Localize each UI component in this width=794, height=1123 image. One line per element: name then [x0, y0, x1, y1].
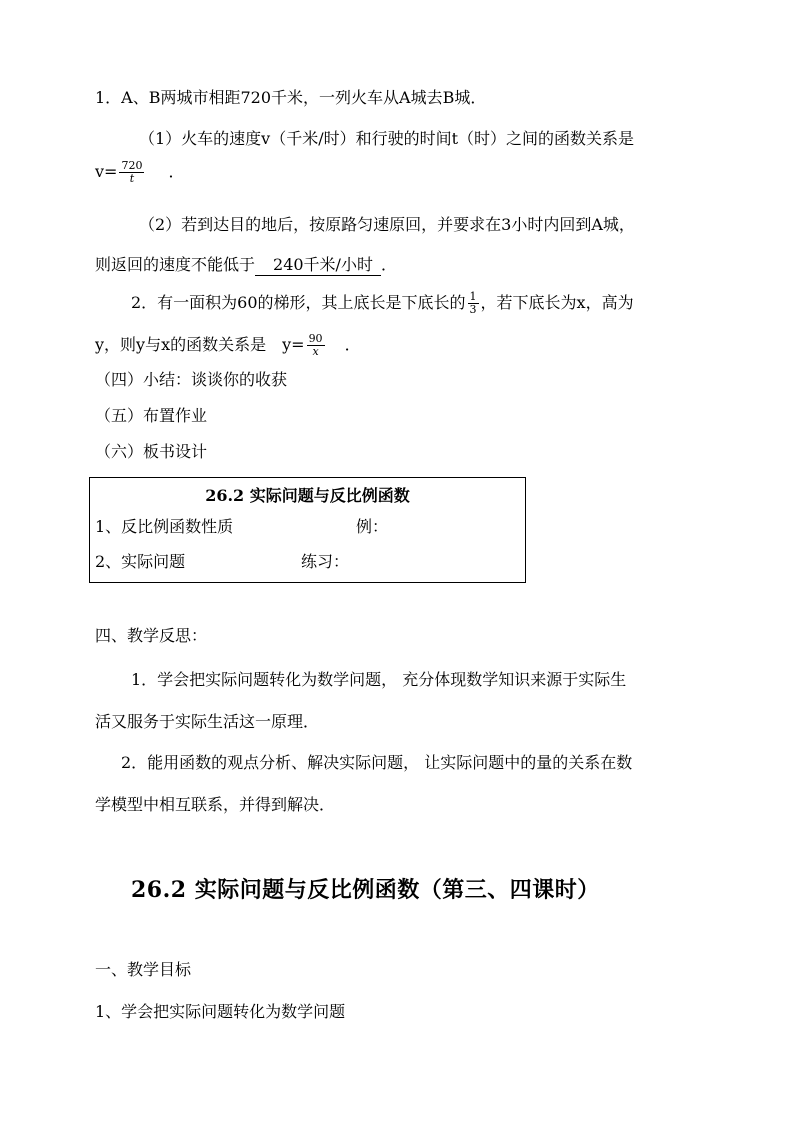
objectives-heading: 一、教学目标: [95, 960, 192, 979]
problem-2-answer-fraction: [307, 333, 325, 358]
problem-2-line1: [131, 291, 634, 316]
reflection-item-1-line-1: 1．学会把实际问题转化为数学问题， 充分体现数学知识来源于实际生: [131, 670, 627, 689]
problem-1-question-1: （1）火车的速度v（千米/时）和行驶的时间t（时）之间的函数关系是: [139, 129, 635, 148]
question-2-answer-blank: 240千米/小时: [255, 255, 381, 276]
section-board-design: （六）板书设计: [95, 442, 208, 461]
problem-2-frac-den: 3: [469, 303, 477, 316]
problem-1-answer-1: [95, 160, 184, 185]
problem-2-answer-den: x: [312, 345, 319, 358]
problem-1-question-2-line2: [95, 255, 397, 276]
next-lesson-title: 26.2 实际问题与反比例函数（第三、四课时）: [131, 877, 600, 903]
question-2-end: ．: [380, 255, 397, 274]
problem-2-answer-num: 90: [308, 332, 323, 345]
problem-1-statement: 1．A、B两城市相距720千米，一列火车从A城去B城．: [95, 88, 487, 107]
board-row-2-right: 练习：: [301, 552, 350, 571]
problem-2-line2-pre: y，则y与x的函数关系是: [95, 335, 267, 354]
answer-1-end: ．: [168, 162, 185, 181]
problem-2-answer-prefix: y=: [282, 335, 305, 354]
reflection-item-2-line-1: 2．能用函数的观点分析、解决实际问题， 让实际问题中的量的关系在数: [121, 753, 633, 772]
board-row-2-left: 2、实际问题: [95, 552, 186, 571]
problem-2-pre: 2．有一面积为60的梯形，其上底长是下底长的: [131, 293, 466, 312]
answer-1-denominator: t: [129, 172, 135, 185]
question-2-text: 则返回的速度不能低于: [95, 255, 256, 274]
answer-1-prefix: v=: [95, 162, 118, 181]
objective-1: 1、学会把实际问题转化为数学问题: [95, 1002, 346, 1021]
problem-2-post: ，若下底长为x，高为: [480, 293, 634, 312]
board-design-box: [89, 477, 526, 583]
board-row-1-right: 例：: [356, 517, 389, 536]
answer-1-numerator: 720: [121, 159, 143, 172]
reflection-item-2-line-2: 学模型中相互联系，并得到解决．: [95, 795, 336, 814]
problem-2-frac-num: 1: [469, 290, 477, 303]
problem-2-line2: [95, 333, 361, 358]
problem-2-line2-end: ．: [344, 335, 361, 354]
answer-1-fraction: [119, 160, 144, 185]
reflection-item-1-line-2: 活又服务于实际生活这一原理．: [95, 712, 320, 731]
section-summary: （四）小结：谈谈你的收获: [95, 370, 288, 389]
problem-2-fraction: [468, 291, 479, 316]
board-row-1-left: 1、反比例函数性质: [95, 517, 234, 536]
board-title: 26.2 实际问题与反比例函数: [205, 486, 410, 505]
section-homework: （五）布置作业: [95, 406, 208, 425]
problem-1-question-2: （2）若到达目的地后，按原路匀速原回，并要求在3小时内回到A城，: [139, 215, 635, 234]
reflection-heading: 四、教学反思：: [95, 626, 208, 645]
